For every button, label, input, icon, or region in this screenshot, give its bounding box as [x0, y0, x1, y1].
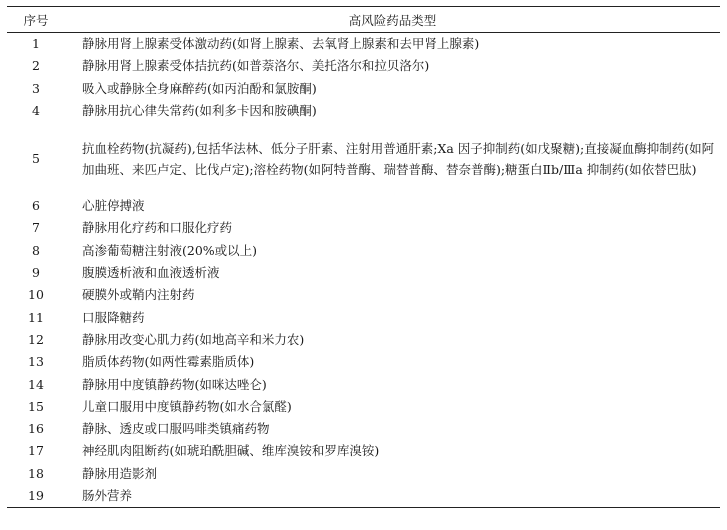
table-row	[7, 440, 720, 462]
row-number: 15	[28, 398, 44, 414]
row-number: 4	[32, 102, 40, 118]
row-drug-type: 高渗葡萄糖注射液(20%或以上)	[82, 242, 258, 258]
row-number: 9	[32, 265, 40, 281]
row-number: 7	[32, 220, 40, 236]
header-serial-number: 序号	[23, 12, 49, 28]
header-row	[7, 7, 720, 33]
row-drug-type: 脂质体药物(如两性霉素脂质体)	[82, 354, 255, 370]
row-number: 17	[28, 443, 44, 459]
table-row	[7, 307, 720, 329]
table-row	[7, 485, 720, 508]
row-drug-type: 腹膜透析液和血液透析液	[82, 265, 220, 281]
row-number: 19	[28, 488, 44, 504]
row-drug-type: 静脉用化疗药和口服化疗药	[82, 220, 233, 236]
row-number: 5	[32, 150, 40, 166]
row-drug-type: 硬膜外或鞘内注射药	[82, 287, 195, 303]
table-row	[7, 374, 720, 396]
table-row	[7, 262, 720, 284]
row-number: 8	[32, 242, 40, 258]
row-drug-type: 静脉用肾上腺素受体拮抗药(如普萘洛尔、美托洛尔和拉贝洛尔)	[82, 58, 430, 74]
table-row	[7, 100, 720, 122]
row-number: 11	[28, 309, 44, 325]
row-number: 12	[28, 331, 44, 347]
row-drug-type: 儿童口服用中度镇静药物(如水合氯醛)	[82, 398, 292, 414]
table-row	[7, 240, 720, 262]
row-drug-type: 口服降糖药	[82, 309, 145, 325]
row-number: 2	[32, 58, 40, 74]
row-drug-type: 心脏停搏液	[82, 198, 145, 214]
table-body	[7, 33, 720, 508]
table-row	[7, 284, 720, 306]
table-row	[7, 122, 720, 195]
table-row	[7, 351, 720, 373]
row-number: 3	[32, 80, 40, 96]
table-row	[7, 33, 720, 56]
row-drug-type: 静脉用抗心律失常药(如利多卡因和胺碘酮)	[82, 102, 317, 118]
row-drug-type: 静脉、透皮或口服吗啡类镇痛药物	[82, 421, 270, 437]
high-risk-drug-table	[7, 6, 720, 508]
row-number: 18	[28, 465, 44, 481]
header-drug-type: 高风险药品类型	[348, 12, 437, 28]
row-drug-type: 神经肌肉阻断药(如琥珀酰胆碱、维库溴铵和罗库溴铵)	[82, 443, 380, 459]
row-number: 16	[28, 421, 44, 437]
table-row	[7, 329, 720, 351]
row-number: 6	[32, 198, 40, 214]
row-number: 1	[32, 36, 40, 51]
row-drug-type: 静脉用肾上腺素受体激动药(如肾上腺素、去氧肾上腺素和去甲肾上腺素)	[82, 36, 480, 51]
row-drug-type: 吸入或静脉全身麻醉药(如丙泊酚和氯胺酮)	[82, 80, 317, 96]
table-row	[7, 217, 720, 239]
row-number: 14	[28, 376, 44, 392]
row-drug-type: 静脉用中度镇静药物(如咪达唑仑)	[82, 376, 267, 392]
table-header	[7, 7, 720, 33]
row-number: 10	[28, 287, 44, 303]
table-row	[7, 55, 720, 77]
row-drug-type: 肠外营养	[82, 488, 133, 504]
table-row	[7, 195, 720, 217]
row-drug-type: 静脉用造影剂	[82, 465, 158, 481]
row-number: 13	[28, 354, 44, 370]
table-row	[7, 78, 720, 100]
row-drug-type: 抗血栓药物(抗凝药),包括华法林、低分子肝素、注射用普通肝素;Xa 因子抑制药(如戊聚糖);直接凝血酶抑制药(如阿加曲班、来匹卢定、比伐卢定);溶栓药物(如阿特普酶、瑞替普酶、替奈普酶);糖蛋白Ⅱb/Ⅲa 抑制药(如依替巴肽)	[82, 141, 715, 178]
table-row	[7, 418, 720, 440]
table-row	[7, 463, 720, 485]
table-row	[7, 396, 720, 418]
row-drug-type: 静脉用改变心肌力药(如地高辛和米力农)	[82, 331, 305, 347]
